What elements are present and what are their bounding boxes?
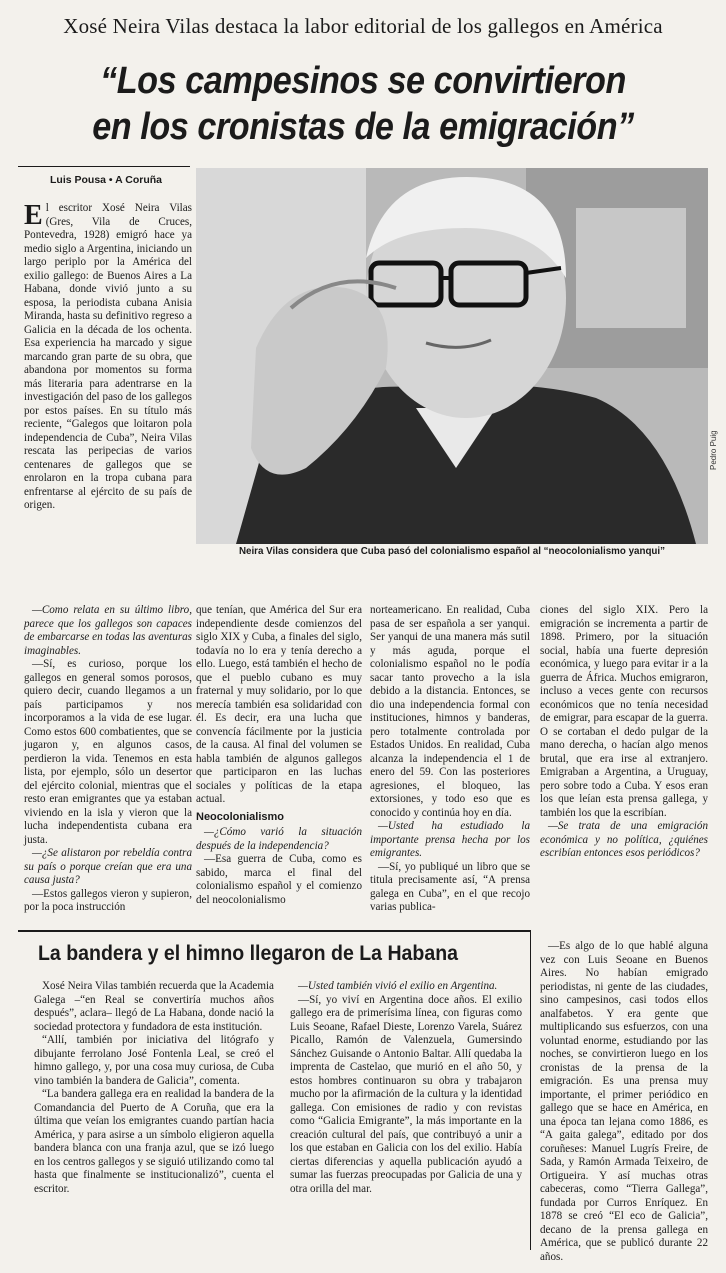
sidebar-box-title: La bandera y el himno llegaron de La Habana [38,942,459,965]
kicker: Xosé Neira Vilas destaca la labor editorial de los gallegos en América [63,14,663,38]
answer-4-cont: ciones del siglo XIX. Pero la emigración se incrementa a partir de 1898. Primero, por la situación social, había una fuerte depresión económica, y luego para evitar ir a la guerra de África. Muchos emigraron, incluso a veces gente con recursos económicos que no tenía necesidad de emigrar, para escapar de la guerra. O se cortaban el dedo pulgar de la mano derecha, o hacían algo menos brutal, que era irse al extranjero. Emigraban a Argentina, a Uruguay, pero sobre todo a Cuba. Y esos eran los que leían esta prensa gallega, y también los que la escribían. [540,604,708,819]
article-column-3 [370,604,530,915]
question-4: —Usted ha estudiado la importante prensa hecha por los emigrantes. [370,820,530,859]
question-1: —Como relata en su último libro, parece que los gallegos son capaces de embarcarse en todas las aventuras imaginables. [24,604,192,657]
portrait-photo [196,168,708,544]
sidebar-column-2 [290,980,522,1196]
sidebar-question: —Usted también vivió el exilio en Argentina. [298,980,498,992]
headline-line-1: “Los campesinos se convirtieron [100,60,626,102]
answer-1: —Sí, es curioso, porque los gallegos en general somos porosos, quiero decir, cuando llegamos a un país participamos y nos incorporamos a la vida de ese lugar. Como estos 600 combatientes, que se jugaron y, en algunos casos, perdieron la vida. Tenemos en esta lista, por ejemplo, sólo un desertor del ejército colonial, mientras que el resto eran emigrantes que ya estaban viviendo en la isla y vieron que la lucha independentista cubana era justa. [24,658,192,846]
photo-credit: Pedro Puig [709,430,718,470]
article-intro: l escritor Xosé Neira Vilas (Gres, Vila de Cruces, Pontevedra, 1928) emigró hace ya medio siglo a Argentina, iniciando un largo periplo por la América del exilio gallego: de Buenos Aires a La Habana, donde vivió junto a su esposa, la periodista cubana Anisia Miranda, hasta su definitivo regreso a Galicia en la década de los ochenta. Esa experiencia ha marcado y sigue marcando gran parte de su obra, que abandona por momentos su forma más literaria para adentrarse en la investigación del paso de los gallegos por estos países. En su título más reciente, “Galegos que loitaron pola independencia de Cuba”, Neira Vilas rescata las peripecias de varios centenares de gallegos que se enrolaron en la tropa cubana para enfrentarse al ejército de su país de origen. [24,202,192,511]
sidebar-column-1 [34,980,274,1196]
headline-line-2: en los cronistas de la emigración” [92,106,634,148]
article-column-4-lower [540,940,708,1264]
answer-3-start: —Esa guerra de Cuba, como es sabido, marca el final del colonialismo español y el comienzo del neocolonialismo [196,853,362,906]
subhead-neocolonialismo: Neocolonialismo [196,810,285,823]
question-3: —¿Cómo varió la situación después de la independencia? [196,826,362,852]
article-column-1 [24,202,192,513]
answer-4-start: —Sí, yo publiqué un libro que se titula precisamente así, “A prensa galega en Cuba”, en el que recojo varias publica- [370,860,530,913]
answer-3-cont: norteamericano. En realidad, Cuba pasa de ser española a ser yanqui. Ser yanqui de una manera más sutil y más aguda, porque el colonialismo español no le podía sacar tanto provecho a la isla debido a la distancia. Entonces, se dio una independencia formal con instituciones, himnos y banderas, pero totalmente controlada por Estados Unidos. En realidad, Cuba alcanza la independencia el 1 de enero del 59. Con las posteriores agresiones, el bloqueo, las extorsiones, y todo eso que es conocido y continúa hoy en día. [370,604,530,819]
question-5: —Se trata de una emigración económica y no política, ¿quiénes escribían entonces esos periódicos? [540,820,708,859]
answer-5: —Es algo de lo que hablé alguna vez con Luis Seoane en Buenos Aires. No habían emigrado periodistas, ni gente de las ciudades, sino campesinos, casi todos ellos analfabetos. Y era gente que multiplicando sus esfuerzos, con una voluntad enorme, estudiando por las noches, se convirtieron luego en los cronistas de la prensa de la emigración. Es una prensa muy importante, el primer periódico en gallego que se hace en América, en una época tan lejana como 1886, es “A gaita galega”, editado por dos coruñeses: Manuel Lugrís Freire, de Sada, y Ramón Armada Teixeiro, de Ortigueira. Y así muchas otras cabeceras, como “Tierra Gallega”, fundada por Curros Enríquez. En 1878 se creó “El eco de Galicia”, decano de la prensa gallega en América, que se publicó durante 22 años. [540,940,708,1263]
sidebar-paragraph-2: “Allí, también por iniciativa del litógrafo y dibujante ferrolano José Fontenla Leal, se creó el himno gallego, y, por una cosa muy curiosa, de Cuba vino también la bandera de Galicia”, comenta. [34,1034,274,1087]
photo-caption: Neira Vilas considera que Cuba pasó del colonialismo español al “neocolonialismo yanqui” [238,546,666,557]
sidebar-answer: —Sí, yo viví en Argentina doce años. El exilio gallego era de primerísima línea, con figuras como Luis Seoane, Rafael Dieste, Lorenzo Varela, Suárez Picallo, Ramón de Valenzuela, Gumersindo Sánchez Guisande o Antonio Baltar. Allí quedaba la imprenta de Castelao, que murió en el año 50, y estos hombres continuaron su obra y trabajaron mucho por la afirmación de la cultura y la identidad gallega. Con emisiones de radio y con revistas como “Galicia Emigrante”, la más importante en la creación cultural del país, que contribuyó a unir a los que estaban en Galicia con los del exilio. Había ciertas diferencias y aquella publicación ayudó a sumar las fuerzas preocupadas por Galicia de una y otra orilla del mar. [290,993,522,1195]
answer-2-cont: que tenían, que América del Sur era independiente desde comienzos del siglo XIX y Cuba, a finales del siglo, todavía no lo era y tenía derecho a ello. Luego, está también el hecho de que el pueblo cubano es muy fraternal y muy solidario, por lo que merecía también esa solidaridad con él. Es decir, era una lucha que convencía fácilmente por la justicia de la causa. Al final del volumen se habla también de algunos gallegos que participaron en las luchas sociales y políticas de la etapa actual. [196,604,362,805]
headline [36,58,689,150]
article-column-4 [540,604,708,861]
question-2: —¿Se alistaron por rebeldía contra su país o porque creían que era una causa justa? [24,847,192,886]
sidebar-paragraph-1: Xosé Neira Vilas también recuerda que la Academia Galega –“en Real se convertiría muchos años después”, aclara– llegó de La Habana, donde nació la sociedad protectora y fundadora de esta institución. [34,980,274,1033]
article-column-2 [196,604,362,907]
byline: Luis Pousa • A Coruña [50,174,162,186]
portrait-illustration [196,168,708,544]
drop-cap: E [24,200,43,231]
answer-2-start: —Estos gallegos vieron y supieron, por la poca instrucción [24,887,192,913]
article-column-1-lower [24,604,192,915]
header-rule [18,166,190,167]
sidebar-paragraph-3: “La bandera gallega era en realidad la bandera de la Comandancia del Puerto de A Coruña, que era la última que veían los emigrantes cuando partían hacia América, y para asirse a un símbolo eligieron aquella bandera blanca con una franja azul, que se izó luego en los centros gallegos y se siguió utilizando como tal hasta que finalmente se institucionalizó”, cuenta el escritor. [34,1088,274,1195]
